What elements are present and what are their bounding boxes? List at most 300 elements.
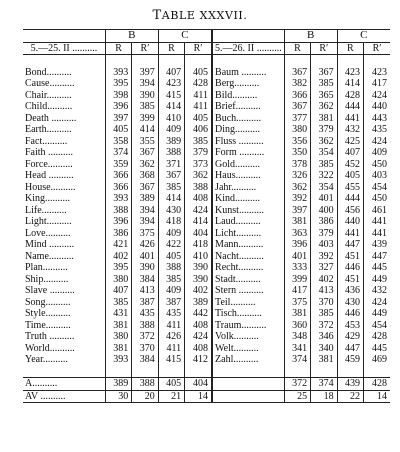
value-cell: 371 (158, 159, 184, 171)
table-row (23, 205, 390, 217)
value-cell: 435 (132, 308, 158, 320)
value-cell: 355 (132, 136, 158, 148)
row-label: Death .......... (25, 112, 77, 124)
value-cell: 381 (284, 216, 310, 228)
table-row (23, 159, 390, 171)
col-header: R′ (311, 42, 337, 55)
value-cell: 414 (158, 101, 184, 113)
table-row (23, 274, 390, 286)
value-cell: 365 (311, 90, 337, 102)
value-cell: 426 (132, 239, 158, 251)
value-cell: 405 (158, 251, 184, 263)
value-cell: 399 (284, 274, 310, 286)
table-row (23, 308, 390, 320)
row-label: Welt.......... (212, 343, 284, 355)
value-cell: 424 (185, 205, 212, 217)
table-row (23, 331, 390, 343)
row-label: Bild.......... (212, 90, 284, 102)
row-label: Haus.......... (212, 170, 284, 182)
table-row (23, 90, 390, 102)
value-cell: 424 (185, 331, 212, 343)
value-cell: 443 (363, 113, 390, 125)
value-cell: 396 (284, 239, 310, 251)
summary-value: 404 (185, 378, 212, 391)
summary-label: AV .......... (23, 390, 105, 403)
row-label: Teil.......... (212, 297, 284, 309)
row-label: Time.......... (25, 319, 71, 331)
summary-value: 30 (105, 390, 131, 403)
value-cell: 380 (105, 274, 131, 286)
value-cell: 346 (311, 331, 337, 343)
value-cell: 366 (284, 90, 310, 102)
value-cell: 410 (185, 251, 212, 263)
value-cell: 405 (337, 170, 363, 182)
row-label: Cause.......... (25, 78, 75, 89)
value-cell: 380 (105, 331, 131, 343)
value-cell: 411 (158, 320, 184, 332)
table-row (23, 297, 390, 309)
table-row (23, 67, 390, 79)
value-cell: 340 (311, 343, 337, 355)
row-label: Force.......... (25, 158, 73, 170)
row-label: Earth.......... (25, 124, 72, 135)
value-cell: 396 (105, 216, 131, 228)
summary-value: 389 (105, 378, 131, 391)
summary-value: 14 (185, 390, 212, 403)
value-cell: 447 (363, 251, 390, 263)
value-cell: 372 (132, 331, 158, 343)
value-cell: 421 (105, 239, 131, 251)
left-section-label: 5.—25. II .......... (23, 42, 105, 55)
value-cell: 432 (363, 285, 390, 297)
value-cell: 360 (284, 320, 310, 332)
table-row (23, 239, 390, 251)
value-cell: 414 (132, 124, 158, 136)
value-cell: 423 (337, 67, 363, 79)
value-cell: 425 (337, 136, 363, 148)
value-cell: 356 (284, 136, 310, 148)
table-row (23, 193, 390, 205)
row-label: Life.......... (25, 204, 67, 216)
value-cell: 435 (158, 308, 184, 320)
table-row (23, 147, 390, 159)
summary-value: 388 (132, 378, 158, 391)
value-cell: 445 (363, 343, 390, 355)
value-cell: 455 (337, 182, 363, 194)
value-cell: 388 (158, 147, 184, 159)
table-row (23, 182, 390, 194)
value-cell: 444 (337, 101, 363, 113)
value-cell: 435 (363, 124, 390, 136)
value-cell: 459 (337, 354, 363, 366)
row-label: World.......... (25, 342, 75, 354)
value-cell: 415 (158, 354, 184, 366)
value-cell: 389 (185, 297, 212, 309)
value-cell: 389 (132, 193, 158, 205)
row-label: Licht.......... (212, 228, 284, 240)
value-cell: 374 (105, 147, 131, 159)
value-cell: 370 (132, 343, 158, 355)
table-row (23, 216, 390, 228)
value-cell: 362 (284, 182, 310, 194)
value-cell: 366 (105, 182, 131, 194)
value-cell: 327 (311, 262, 337, 274)
value-cell: 401 (311, 193, 337, 205)
value-cell: 375 (284, 297, 310, 309)
row-label: Truth .......... (25, 331, 75, 342)
value-cell: 449 (363, 308, 390, 320)
value-cell: 385 (105, 297, 131, 309)
value-cell: 393 (105, 193, 131, 205)
value-cell: 367 (311, 67, 337, 79)
value-cell: 354 (311, 182, 337, 194)
value-cell: 381 (284, 308, 310, 320)
row-label: House.......... (25, 181, 76, 193)
value-cell: 381 (311, 354, 337, 366)
value-cell: 381 (105, 320, 131, 332)
value-cell: 359 (105, 159, 131, 171)
col-header: R′ (132, 42, 158, 55)
value-cell: 402 (105, 251, 131, 263)
value-cell: 447 (337, 343, 363, 355)
value-cell: 388 (132, 320, 158, 332)
row-label: Nacht.......... (212, 251, 284, 263)
value-cell: 367 (284, 67, 310, 79)
value-cell: 382 (284, 78, 310, 90)
value-cell: 396 (105, 101, 131, 113)
value-cell: 367 (284, 101, 310, 113)
value-cell: 392 (311, 251, 337, 263)
value-cell: 414 (337, 78, 363, 90)
value-cell: 413 (311, 285, 337, 297)
value-cell: 379 (311, 124, 337, 136)
value-cell: 384 (132, 354, 158, 366)
value-cell: 452 (337, 159, 363, 171)
value-cell: 409 (158, 124, 184, 136)
value-cell: 385 (185, 136, 212, 148)
row-label: Fluss .......... (212, 136, 284, 148)
summary-value: 428 (363, 378, 390, 391)
row-label: King.......... (25, 193, 70, 204)
av-row (23, 390, 390, 403)
row-label: Child.......... (25, 101, 73, 112)
value-cell: 453 (337, 320, 363, 332)
col-header: R (158, 42, 184, 55)
row-label: Kunst.......... (212, 205, 284, 217)
row-label: Ding.......... (212, 124, 284, 136)
value-cell: 381 (105, 343, 131, 355)
row-label: Plan.......... (25, 262, 68, 273)
value-cell: 389 (158, 136, 184, 148)
value-cell: 454 (363, 182, 390, 194)
value-cell: 401 (284, 251, 310, 263)
row-label: Form .......... (212, 147, 284, 159)
value-cell: 447 (337, 239, 363, 251)
value-cell: 426 (158, 331, 184, 343)
summary-value: 439 (337, 378, 363, 391)
value-cell: 354 (311, 147, 337, 159)
value-cell: 402 (311, 274, 337, 286)
value-cell: 379 (185, 147, 212, 159)
value-cell: 397 (132, 67, 158, 79)
value-cell: 407 (105, 285, 131, 297)
row-label: Kind.......... (212, 193, 284, 205)
table-row (23, 124, 390, 136)
value-cell: 379 (311, 228, 337, 240)
row-label: Zahl.......... (212, 354, 284, 366)
value-cell: 367 (132, 182, 158, 194)
col-header: R (105, 42, 131, 55)
value-cell: 378 (284, 159, 310, 171)
value-cell: 410 (158, 113, 184, 125)
value-cell: 444 (337, 193, 363, 205)
value-cell: 418 (185, 239, 212, 251)
row-label: Slave .......... (25, 285, 75, 296)
summary-value: 14 (363, 390, 390, 403)
value-cell: 373 (185, 159, 212, 171)
value-cell: 451 (337, 251, 363, 263)
row-label: Buch.......... (212, 113, 284, 125)
value-cell: 388 (105, 205, 131, 217)
value-cell: 430 (337, 297, 363, 309)
value-cell: 411 (185, 90, 212, 102)
value-cell: 333 (284, 262, 310, 274)
row-label: Tisch.......... (212, 308, 284, 320)
value-cell: 398 (105, 90, 131, 102)
row-label: Baum .......... (212, 67, 284, 79)
value-cell: 322 (311, 170, 337, 182)
group-b-right: B (284, 30, 337, 43)
value-cell: 424 (363, 90, 390, 102)
value-cell: 429 (337, 331, 363, 343)
summary-value: 372 (284, 378, 310, 391)
summary-value: 25 (284, 390, 310, 403)
table-row (23, 101, 390, 113)
table-row (23, 285, 390, 297)
value-cell: 441 (337, 113, 363, 125)
value-cell: 411 (158, 343, 184, 355)
value-cell: 390 (185, 274, 212, 286)
table-row (23, 228, 390, 240)
value-cell: 409 (158, 228, 184, 240)
row-label: Laud.......... (212, 216, 284, 228)
value-cell: 411 (185, 101, 212, 113)
row-label: Traum.......... (212, 320, 284, 332)
value-cell: 397 (284, 205, 310, 217)
value-cell: 446 (337, 262, 363, 274)
value-cell: 387 (132, 297, 158, 309)
table-row (23, 78, 390, 90)
table-row (23, 343, 390, 355)
value-cell: 451 (337, 274, 363, 286)
value-cell: 397 (105, 113, 131, 125)
row-label: Year.......... (25, 354, 68, 365)
col-header: R (337, 42, 363, 55)
value-cell: 422 (158, 239, 184, 251)
row-label: Faith .......... (25, 147, 74, 158)
value-cell: 386 (311, 216, 337, 228)
value-cell: 401 (132, 251, 158, 263)
col-header: R′ (363, 42, 390, 55)
value-cell: 409 (158, 285, 184, 297)
group-c-right: C (337, 30, 390, 43)
row-label: Brief.......... (212, 101, 284, 113)
value-cell: 424 (363, 297, 390, 309)
value-cell: 374 (284, 354, 310, 366)
value-cell: 385 (158, 182, 184, 194)
value-cell: 326 (284, 170, 310, 182)
value-cell: 370 (311, 297, 337, 309)
value-cell: 431 (105, 308, 131, 320)
summary-label: A.......... (23, 378, 105, 391)
value-cell: 445 (363, 262, 390, 274)
value-cell: 385 (311, 159, 337, 171)
row-label: Love.......... (25, 227, 71, 239)
right-section-label: 5.—26. II .......... (212, 42, 284, 55)
row-label: Style.......... (25, 308, 71, 319)
value-cell: 428 (363, 331, 390, 343)
value-cell: 372 (311, 320, 337, 332)
value-cell: 362 (311, 101, 337, 113)
value-cell: 432 (337, 124, 363, 136)
row-label: Head .......... (25, 170, 74, 181)
group-b-left: B (105, 30, 158, 43)
value-cell: 446 (337, 308, 363, 320)
summary-value: 374 (311, 378, 337, 391)
value-cell: 381 (311, 113, 337, 125)
value-cell: 350 (284, 147, 310, 159)
row-label: Stern .......... (212, 285, 284, 297)
value-cell: 362 (311, 136, 337, 148)
value-cell: 428 (185, 78, 212, 90)
value-cell: 388 (158, 262, 184, 274)
row-label: Ship.......... (25, 273, 69, 285)
value-cell: 449 (363, 274, 390, 286)
value-cell: 394 (132, 205, 158, 217)
value-cell: 456 (337, 205, 363, 217)
value-cell: 394 (132, 216, 158, 228)
row-label: Recht.......... (212, 262, 284, 274)
row-label: Stadt.......... (212, 274, 284, 286)
value-cell: 366 (105, 170, 131, 182)
value-cell: 395 (105, 78, 131, 90)
value-cell: 418 (158, 216, 184, 228)
value-cell: 408 (185, 193, 212, 205)
value-cell: 385 (311, 308, 337, 320)
table-row (23, 354, 390, 366)
value-cell: 367 (132, 147, 158, 159)
value-cell: 415 (158, 90, 184, 102)
summary-value: 20 (132, 390, 158, 403)
value-cell: 440 (337, 216, 363, 228)
value-cell: 403 (311, 239, 337, 251)
value-cell: 436 (337, 285, 363, 297)
value-cell: 362 (132, 159, 158, 171)
value-cell: 441 (337, 228, 363, 240)
value-cell: 403 (363, 170, 390, 182)
value-cell: 450 (363, 193, 390, 205)
value-cell: 405 (185, 67, 212, 79)
summary-value: 405 (158, 378, 184, 391)
row-label: Jahr.......... (212, 182, 284, 194)
value-cell: 461 (363, 205, 390, 217)
value-cell: 412 (185, 354, 212, 366)
value-cell: 408 (185, 343, 212, 355)
value-cell: 399 (132, 113, 158, 125)
value-cell: 450 (363, 159, 390, 171)
value-cell: 442 (185, 308, 212, 320)
value-cell: 385 (311, 78, 337, 90)
table-row (23, 136, 390, 148)
value-cell: 409 (363, 147, 390, 159)
table-row (23, 251, 390, 263)
value-cell: 367 (158, 170, 184, 182)
value-cell: 393 (105, 67, 131, 79)
value-cell: 402 (185, 285, 212, 297)
row-label: Light.......... (25, 216, 72, 227)
table-row (23, 113, 390, 125)
row-label: Volk.......... (212, 331, 284, 343)
value-cell: 469 (363, 354, 390, 366)
value-cell: 407 (337, 147, 363, 159)
row-label: Gold.......... (212, 159, 284, 171)
value-cell: 440 (363, 101, 390, 113)
column-header-row (23, 42, 390, 55)
summary-value: 22 (337, 390, 363, 403)
group-header-row (23, 30, 390, 43)
value-cell: 385 (158, 274, 184, 286)
value-cell: 441 (363, 228, 390, 240)
value-cell: 417 (363, 78, 390, 90)
value-cell: 390 (132, 262, 158, 274)
value-cell: 363 (284, 228, 310, 240)
table-row (23, 170, 390, 182)
value-cell: 388 (185, 182, 212, 194)
group-c-left: C (158, 30, 212, 43)
value-cell: 404 (185, 228, 212, 240)
value-cell: 387 (158, 297, 184, 309)
value-cell: 386 (105, 228, 131, 240)
row-label: Berg.......... (212, 78, 284, 90)
data-table (23, 29, 390, 403)
value-cell: 341 (284, 343, 310, 355)
value-cell: 390 (185, 262, 212, 274)
value-cell: 393 (105, 354, 131, 366)
value-cell: 385 (132, 101, 158, 113)
value-cell: 430 (158, 205, 184, 217)
table-row (23, 320, 390, 332)
row-label: Song.......... (25, 296, 71, 308)
value-cell: 348 (284, 331, 310, 343)
value-cell: 439 (363, 239, 390, 251)
value-cell: 413 (132, 285, 158, 297)
row-label: Fact.......... (25, 135, 68, 147)
row-label: Name.......... (25, 250, 74, 262)
value-cell: 405 (185, 113, 212, 125)
value-cell: 394 (132, 78, 158, 90)
value-cell: 408 (185, 320, 212, 332)
value-cell: 400 (311, 205, 337, 217)
value-cell: 407 (158, 67, 184, 79)
value-cell: 384 (132, 274, 158, 286)
row-label: Mann.......... (212, 239, 284, 251)
value-cell: 454 (363, 320, 390, 332)
value-cell: 377 (284, 113, 310, 125)
col-header: R′ (185, 42, 212, 55)
value-cell: 414 (185, 216, 212, 228)
col-header: R (284, 42, 310, 55)
row-label: Chair.......... (25, 89, 72, 101)
